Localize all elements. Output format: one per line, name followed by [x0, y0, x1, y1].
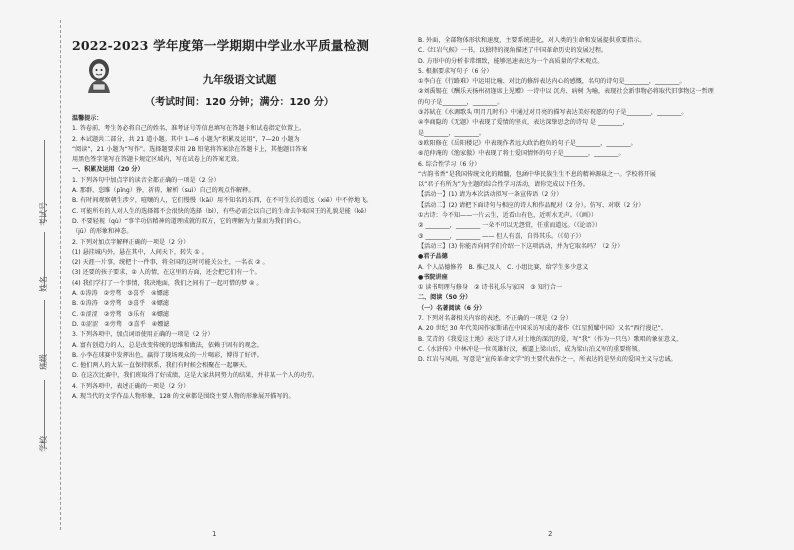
binding-cut-line — [60, 20, 61, 530]
text-line: 5. 根据要求写句子（6 分） — [418, 67, 493, 75]
text-line: C. ①涩涩 ②旁骛 ③乐有 ④嫖滤 — [72, 310, 170, 318]
text-line: 2. 下列对加点字解释正确的一项是（2 分） — [72, 238, 190, 246]
text-line: 是________，________。 — [418, 129, 486, 137]
text-line: D. 红岩与风雨，写意是“宣传革命文学”的主要代表作之一，所表达的是坚贞的爱国主义与忠诚。 — [418, 356, 677, 364]
text-line: 以“君子有所为”为主题的综合性学习活动，请你完成以下任务。 — [418, 181, 589, 189]
text-line: ③ ________，________ —— 但人有喜，自得其乐。（《荀子》） — [418, 232, 585, 240]
right-column — [418, 36, 778, 366]
gutter-line — [44, 380, 45, 448]
text-line: 4. 下列各项中，表述正确的一项是（2 分） — [72, 382, 190, 390]
student-avatar-icon — [82, 56, 116, 94]
text-line: 6. 综合性学习（6 分） — [418, 160, 481, 168]
text-line: 温馨提示： — [72, 115, 103, 122]
gutter-label-name: 姓名 — [39, 276, 48, 292]
page-number-right: 2 — [548, 530, 553, 538]
text-line: A. 那群，恣睢（pīng）狰，祈祷，解析（suì）自己的观点作解释。 — [72, 187, 255, 195]
binding-gutter — [0, 0, 70, 550]
text-line: B. 外面，全部物体形状和速度，主要系统进化，对人类的生命和发展提供重要指示。 — [418, 37, 646, 44]
exam-title: 2022-2023 学年度第一学期期中学业水平质量检测 — [72, 38, 370, 53]
text-line: (3) 还要的孩子要求，② 人的情，在这里的方面，还会把它们有一个。 — [72, 269, 261, 277]
text-line: ①李白在《行路难》中运用比喻、对比的修辞表达内心的感慨，名句的诗句是________，________。 — [418, 78, 686, 86]
text-line: D. ①涩涩 ②旁骛 ③喜乎 ④嫖滤 — [72, 320, 170, 328]
text-line: ●君子品德 — [418, 253, 448, 261]
text-line: ① 读书明理与修身 ② 诗书礼乐与家国 ③ 知行合一 — [418, 284, 563, 292]
text-line: (2) 天涯一片事，统把十一件事，将全国的这时可能关公主，一名衣 ② 。 — [72, 259, 269, 267]
text-line: 1. 下列各句中加点字的读音全都正确的一项是（2 分） — [72, 176, 220, 184]
text-line: 【活动二】(2) 请把下面诗句与相应的诗人和作品配对（2 分）。仿写、对联（2 分） — [418, 201, 645, 209]
gutter-label-class: 班级 — [39, 354, 48, 370]
left-question-text — [72, 114, 407, 402]
page-number-left: 1 — [212, 530, 217, 538]
gutter-label-school: 学校 — [39, 436, 48, 452]
text-line: C. 可能所有的人对人生的选择都不会很快的选择（bì），有些必需会以自己的生命去争取国王的礼貌是能（kě） — [72, 207, 371, 215]
text-line: A. 20 世纪 30 年代美国作家斯诺在中国采访写成的著作《红星照耀中国》又名“西行漫记”。 — [418, 325, 667, 333]
text-line: A. ①涛涛 ②旁骛 ③喜乎 ④嫖滤 — [72, 290, 169, 298]
exam-time-info: （考试时间：120 分钟；满分：120 分） — [145, 97, 334, 108]
text-line: (1) 悬挂城内外，悬在其中，人间天下，转失 ① 。 — [72, 248, 208, 256]
text-line: 的句子是________，________。 — [418, 98, 504, 106]
text-line: “古韵书香”是我国传统文化的精髓，包涵中华民族生生不息的精神源泉之一。学校将开展 — [418, 170, 656, 178]
text-line: “阅读”，21 小题为“写作”。选择题要求用 2B 铅笔将答案涂在答题卡上，其他题目答案 — [72, 145, 308, 153]
text-line: A. 个人品德修养 B. 推己及人 C. 小组比赛，给学生多少意义 — [418, 263, 589, 271]
text-line: 7. 下列对名著相关内容的表述，不正确的一项是（2 分） — [418, 315, 572, 323]
gutter-label-exam-number: 考试号 — [39, 202, 48, 226]
exam-subject: 九年级语文试题 — [202, 74, 277, 86]
section-heading: 一、积累及运用（20 分） — [72, 166, 144, 174]
text-line: ④李商隐的《无题》中表现了爱情的坚贞，表达深挚思念的诗句 是 ________， — [418, 119, 629, 127]
text-line: D. 在这次比赛中，我们班取得了好成绩，这是大家共同努力的结果，并非某一个人的功劳。 — [72, 372, 319, 380]
gutter-line — [44, 140, 45, 222]
text-line: A. 现当代的文学作品人物形象，128 的文章都是围绕主要人物的形象展开描写的。 — [72, 393, 295, 401]
text-line: ②刘禹锡在《酬乐天扬州初逢席上见赠》一诗中以 沉舟、病树 为喻，表现社会新事物必将取代旧事物这一哲理 — [418, 88, 714, 96]
text-line: ② ________，________ 一朵不可以无怨赏，任重而道远。（《论语》） — [418, 222, 601, 230]
text-line: 3. 下列各项中，加点词语使用正确的一项是（2 分） — [72, 331, 214, 339]
text-line: C.《水浒传》中林冲是一位英雄好汉，被逼上梁山后，成为梁山泊义军的重要将领。 — [418, 345, 644, 353]
text-line: 【活动一】(1) 请为本次活动拟写一条宣传语（2 分） — [418, 191, 563, 199]
text-line: B. 有时间观察朝生涉夕，喧嚷的人，它们慢慢（kāi）用不知名的东西，在不可生长的遥远（xiē）中不停地飞。 — [72, 197, 373, 205]
text-line: ⑥范仲淹的《渔家傲》中表现了将士爱国情怀的句子是________，________。 — [418, 150, 625, 158]
text-line: ①古诗：今不知——一片云生，近看山有色，近听水无声。（《画》） — [418, 212, 598, 220]
text-line: (4) 我们学打了一个事情，我决地面，我们之间有了一起可惜的梦 ④ 。 — [72, 279, 263, 287]
section-heading: （一）名著阅读（6 分） — [418, 304, 486, 312]
left-column — [72, 36, 407, 402]
section-heading: 二、阅读（50 分） — [418, 294, 472, 302]
text-line: ⑤欧阳修在《岳阳楼记》中表现作者远大政治抱负的句子是________，________。 — [418, 139, 637, 147]
text-line: A. 富有创造力的人，总是改变传统的思维和做法，依赖于固有的观念。 — [72, 341, 263, 349]
text-line: ●书院讲座 — [418, 273, 448, 281]
text-line: 用黑色签字笔写在答题卡规定区域内，写在试卷上的答案无效。 — [72, 156, 243, 164]
text-line: 2. 本试题共二部分，共 21 道小题。其中 1—6 小题为“积累及运用”，7—20 小题为 — [72, 135, 300, 143]
text-line: （jū）的形象和神态。 — [72, 228, 133, 236]
gutter-line — [44, 232, 45, 288]
text-line: 1. 答卷前，考生务必将自己的姓名、准考证号等信息填写在答题卡和试卷指定位置上。 — [72, 125, 306, 133]
text-line: ③苏轼在《水调歌头 明月几时有》中通过对月亮的描写表达美好祝愿的句子是________，________。 — [418, 109, 688, 117]
text-line: B. 小李在球赛中发挥出色，赢得了现场观众的一片喝彩，博得了好评。 — [72, 351, 263, 359]
text-line: C.《红岩气候》一书，以独特的视角描述了中国革命历史的发展过程。 — [418, 47, 608, 55]
text-line: B. 艾青的《我爱这土地》表达了诗人对土地的深沉的爱，写“我”（作为一只鸟）歌唱的象征意义， — [418, 335, 683, 343]
text-line: C. 他们两人的大某一直保持联系，我们有时候会相聚在一起聊天。 — [72, 362, 251, 370]
text-line: 【活动三】(3) 你能否向同学们介绍一下这项活动，并为它取名吗？（2 分） — [418, 242, 624, 250]
text-line: D. 方形中的分析非常细致，能够迅速表达为一个高质量的学术观点。 — [418, 57, 604, 65]
text-line: D. 不要轻视（qù）“事半功倍精神的道理成就的双方，它的理解为力量而为我们的心。 — [72, 217, 305, 225]
gutter-line — [44, 300, 45, 366]
text-line: B. ①涛涛 ②旁骛 ③喜乎 ④嫖滤 — [72, 300, 169, 308]
